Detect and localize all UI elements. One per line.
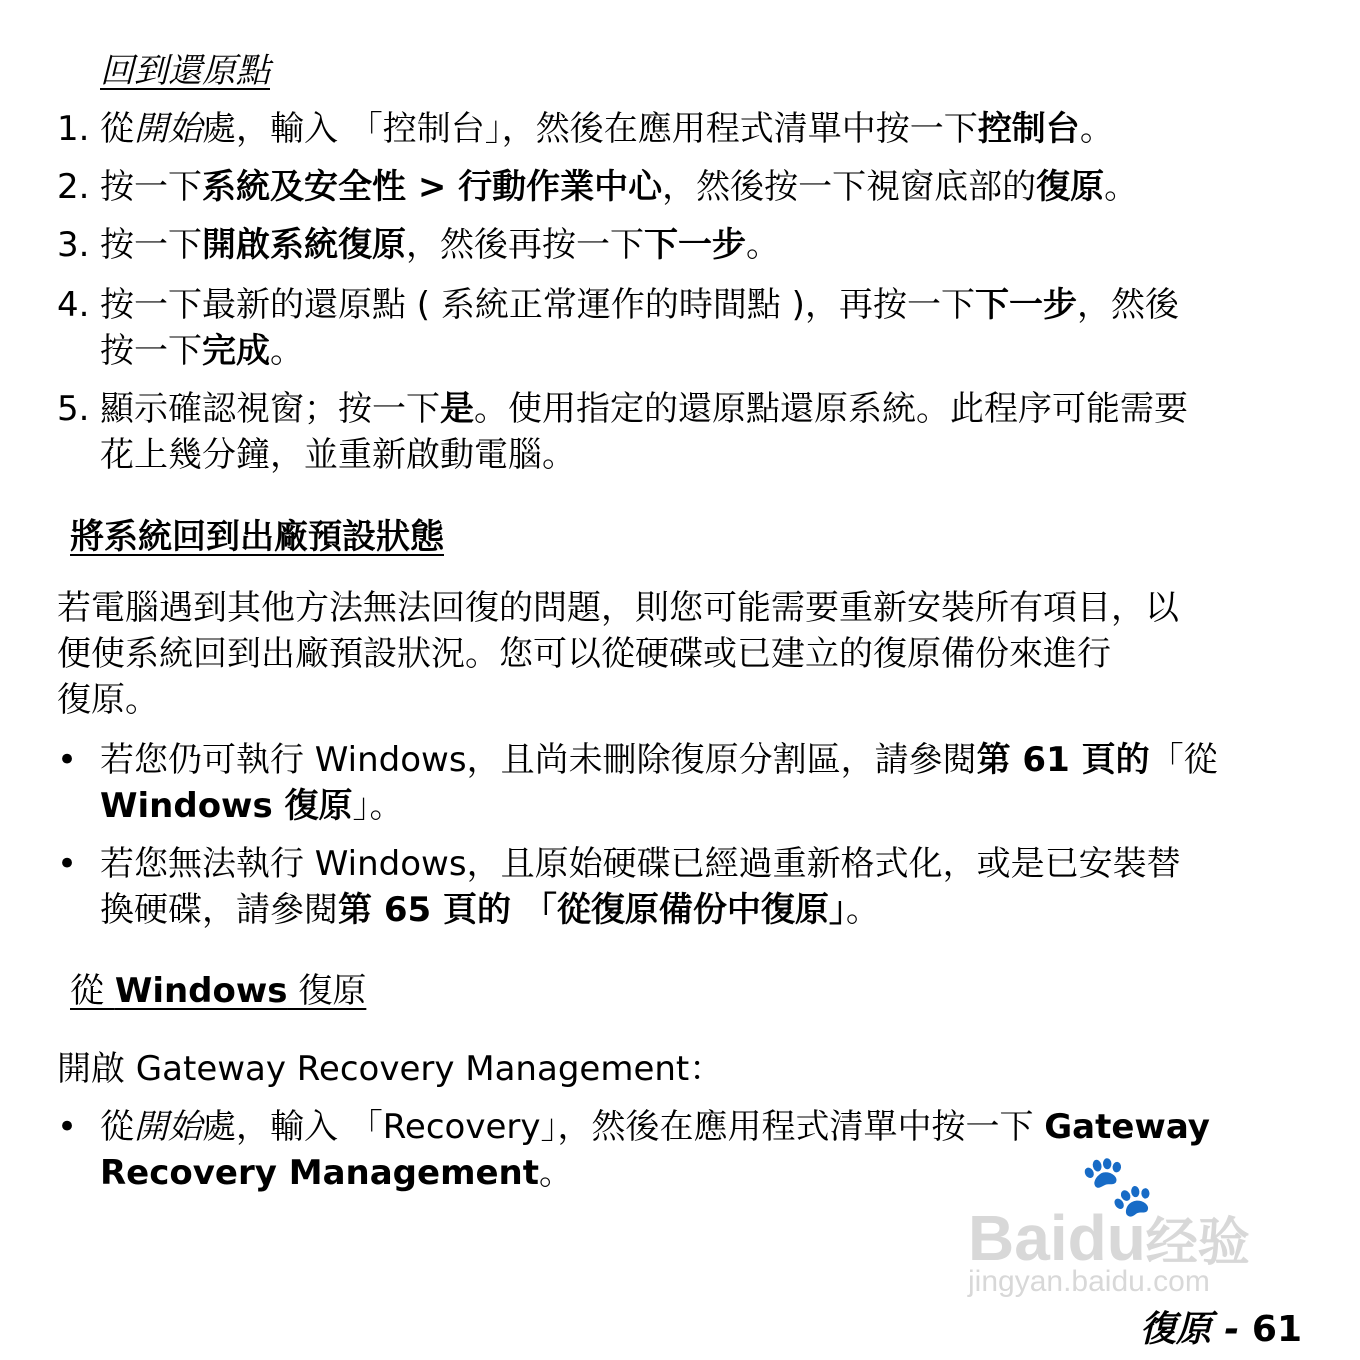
paragraph-line-1: 若電腦遇到其他方法無法回復的問題，則您可能需要重新安裝所有項目，以 bbox=[57, 588, 1179, 628]
step-text-segment: 顯示確認視窗；按一下 bbox=[100, 389, 440, 429]
step-text-segment: 。 bbox=[1104, 167, 1139, 207]
step-text-segment: 按一下 bbox=[100, 167, 202, 207]
step-text-segment: 是 bbox=[440, 389, 474, 429]
bullet-text-segment: 處，輸入 「Recovery」，然後在應用程式清單中按一下 bbox=[202, 1107, 1045, 1147]
bullet-text-segment: Recovery Management bbox=[100, 1153, 540, 1193]
bullet-line bbox=[100, 1104, 1210, 1150]
step-text-segment: 。使用指定的還原點還原系統。此程序可能需要 bbox=[474, 389, 1188, 429]
step-text-segment: 按一下 bbox=[100, 331, 202, 371]
step-text-segment: 控制台 bbox=[977, 109, 1080, 149]
bullet-text-segment: Gateway bbox=[1044, 1107, 1210, 1147]
bullet-dot: • bbox=[57, 1107, 78, 1147]
step-line bbox=[100, 328, 304, 374]
bullet-line bbox=[100, 783, 404, 829]
step-line bbox=[100, 164, 1138, 210]
step-text-segment: 系統及安全性 > 行動作業中心 bbox=[202, 167, 663, 207]
step-text-segment: 復原 bbox=[1036, 167, 1105, 207]
section-heading-windows-recovery bbox=[70, 968, 366, 1014]
bullet-text-segment: 「從 bbox=[1149, 740, 1218, 780]
footer-section: 復原 bbox=[1139, 1309, 1212, 1350]
step-text-segment: ，然後按一下視窗底部的 bbox=[662, 167, 1037, 207]
bullet-text-segment: 若您仍可執行 Windows，且尚未刪除復原分割區，請參閱 bbox=[100, 740, 977, 780]
step-text-segment: 。 bbox=[270, 331, 304, 371]
heading-segment: 從 bbox=[70, 971, 115, 1011]
bullet-dot: • bbox=[57, 740, 78, 780]
bullet-text-segment: 若您無法執行 Windows，且原始硬碟已經過重新格式化，或是已安裝替 bbox=[100, 844, 1181, 884]
step-line bbox=[100, 432, 576, 478]
sub-heading: 回到還原點 bbox=[100, 51, 270, 91]
bullet-text-segment: 換硬碟，請參閱 bbox=[100, 890, 338, 930]
step-text-segment: 按一下最新的還原點 ( 系統正常運作的時間點 )，再按一下 bbox=[100, 285, 975, 325]
intro-line: 開啟 Gateway Recovery Management： bbox=[57, 1049, 724, 1089]
step-text-segment: 下一步 bbox=[974, 285, 1077, 325]
step-text-segment: 完成 bbox=[202, 331, 270, 371]
step-number: 4. bbox=[57, 285, 90, 325]
step-number: 2. bbox=[57, 167, 90, 207]
step-line bbox=[100, 106, 1114, 152]
step-text-segment: ，然後 bbox=[1076, 285, 1179, 325]
footer-page-number: 61 bbox=[1251, 1309, 1302, 1350]
paragraph-line-2: 便使系統回到出廠預設狀況。您可以從硬碟或已建立的復原備份來進行 bbox=[57, 634, 1111, 674]
step-text-segment: 花上幾分鐘，並重新啟動電腦。 bbox=[100, 435, 576, 475]
bullet-text-segment: Windows 復原 bbox=[100, 786, 353, 826]
step-text-segment: 。 bbox=[746, 225, 780, 265]
bullet-line bbox=[100, 1150, 573, 1196]
step-text-segment: 開啟系統復原 bbox=[202, 225, 406, 265]
step-text-segment: ，然後再按一下 bbox=[406, 225, 644, 265]
bullet-text-segment: 開始 bbox=[134, 1107, 202, 1147]
bullet-text-segment: 第 65 頁的 「從復原備份中復原」 bbox=[338, 890, 846, 930]
footer-separator: - bbox=[1211, 1309, 1252, 1350]
step-number: 3. bbox=[57, 225, 90, 265]
heading-segment: Windows bbox=[114, 971, 288, 1011]
step-text-segment: 處，輸入 「控制台」，然後在應用程式清單中按一下 bbox=[202, 109, 978, 149]
step-text-segment: 從 bbox=[100, 109, 134, 149]
step-text-segment: 按一下 bbox=[100, 225, 202, 265]
bullet-text-segment: 。 bbox=[539, 1153, 574, 1193]
bullet-text-segment: 」。 bbox=[352, 786, 404, 826]
bullet-line bbox=[100, 737, 1218, 783]
step-line bbox=[100, 222, 780, 268]
watermark-url: jingyan.baidu.com bbox=[968, 1265, 1210, 1298]
bullet-text-segment: 。 bbox=[845, 890, 880, 930]
step-number: 5. bbox=[57, 389, 90, 429]
step-line bbox=[100, 282, 1179, 328]
page-footer bbox=[1140, 1307, 1302, 1353]
bullet-text-segment: 第 61 頁的 bbox=[976, 740, 1150, 780]
watermark-brand: Baidu经验 bbox=[968, 1202, 1250, 1274]
bullet-text-segment: 從 bbox=[100, 1107, 134, 1147]
step-text-segment: 。 bbox=[1079, 109, 1114, 149]
watermark-paw-icon: 🐾 bbox=[1080, 1152, 1155, 1219]
bullet-line bbox=[100, 841, 1181, 887]
step-line bbox=[100, 386, 1188, 432]
heading-segment: 復原 bbox=[287, 971, 367, 1011]
step-text-segment: 下一步 bbox=[644, 225, 746, 265]
step-number: 1. bbox=[57, 109, 90, 149]
section-heading-factory-reset: 將系統回到出廠預設狀態 bbox=[70, 517, 444, 557]
paragraph-line-3: 復原。 bbox=[57, 680, 159, 720]
bullet-line bbox=[100, 887, 880, 933]
bullet-dot: • bbox=[57, 844, 78, 884]
step-text-segment: 開始 bbox=[134, 109, 202, 149]
